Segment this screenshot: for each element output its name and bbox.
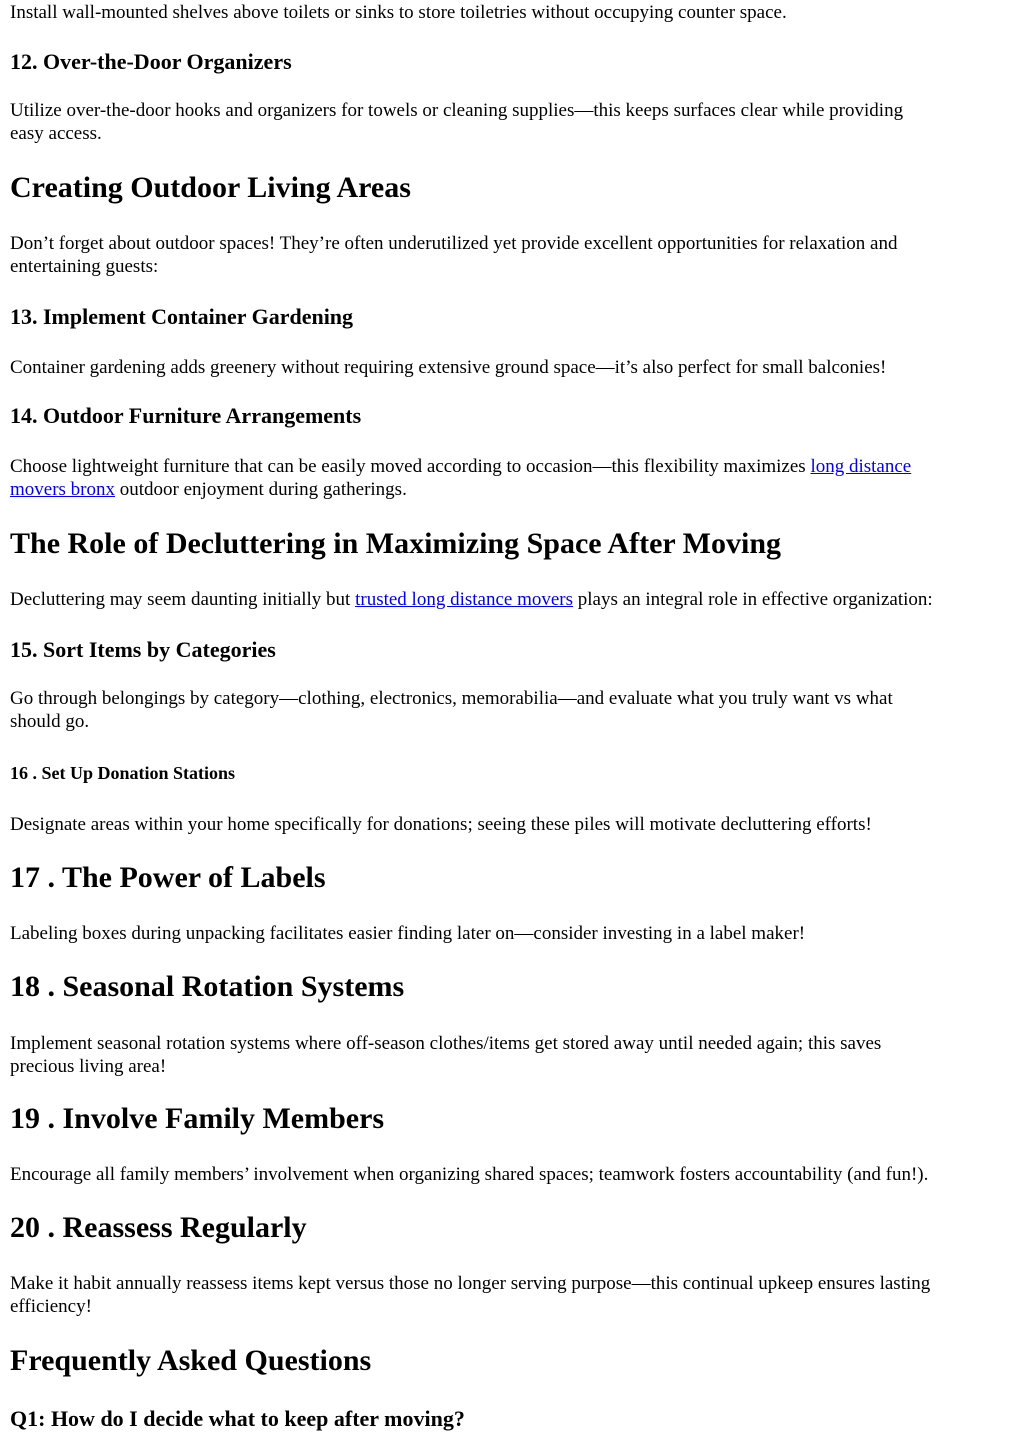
- heading-outdoor-furniture: 14. Outdoor Furniture Arrangements: [10, 403, 362, 428]
- link-text[interactable]: movers bronx: [10, 479, 116, 500]
- heading-faq-q1: Q1: How do I decide what to keep after moving?: [10, 1406, 465, 1431]
- paragraph-container-gardening: [10, 356, 886, 379]
- heading-donation-stations: 16 . Set Up Donation Stations: [10, 763, 236, 783]
- heading-involve-family: 19 . Involve Family Members: [10, 1102, 385, 1135]
- heading-seasonal-rotation: 18 . Seasonal Rotation Systems: [10, 970, 405, 1003]
- paragraph-line: precious living area!: [10, 1056, 167, 1077]
- paragraph-line: Implement seasonal rotation systems where off-season clothes/items get stored away until needed again; this saves: [10, 1033, 882, 1054]
- trusted-long-distance-movers-link[interactable]: trusted long distance movers: [355, 589, 574, 610]
- paragraph-line: entertaining guests:: [10, 256, 159, 277]
- paragraph-decluttering-intro: [10, 588, 933, 611]
- heading-container-gardening: 13. Implement Container Gardening: [10, 304, 354, 329]
- paragraph-involve-family: [10, 1163, 928, 1186]
- heading-role-of-decluttering: The Role of Decluttering in Maximizing Space After Moving: [10, 527, 782, 560]
- paragraph-text: Labeling boxes during unpacking facilitates easier finding later on—consider investing in a label maker!: [10, 923, 806, 944]
- paragraph-text: Designate areas within your home specifically for donations; seeing these piles will motivate decluttering efforts!: [10, 814, 872, 835]
- paragraph-text: Encourage all family members’ involvement when organizing shared spaces; teamwork fosters accountability (and fun!).: [10, 1164, 929, 1185]
- paragraph-reassess-regularly: [10, 1272, 930, 1318]
- heading-over-the-door-organizers: 12. Over-the-Door Organizers: [10, 49, 292, 74]
- paragraph-seasonal-rotation: [10, 1032, 881, 1078]
- paragraph-text: Container gardening adds greenery without requiring extensive ground space—it’s also perfect for small balconies!: [10, 357, 887, 378]
- paragraph-power-of-labels: [10, 922, 805, 945]
- paragraph-outdoor-intro: [10, 232, 897, 278]
- paragraph-line: Utilize over-the-door hooks and organizers for towels or cleaning supplies—this keeps surfaces clear while providing: [10, 100, 904, 121]
- heading-sort-items: 15. Sort Items by Categories: [10, 637, 276, 662]
- heading-creating-outdoor-living-areas: Creating Outdoor Living Areas: [10, 171, 411, 204]
- heading-reassess-regularly: 20 . Reassess Regularly: [10, 1211, 307, 1244]
- paragraph-line: Make it habit annually reassess items kept versus those no longer serving purpose—this continual upkeep ensures lasting: [10, 1273, 931, 1294]
- paragraph-line: efficiency!: [10, 1296, 92, 1317]
- paragraph-line: Go through belongings by category—clothing, electronics, memorabilia—and evaluate what you truly want vs what: [10, 688, 893, 709]
- paragraph-line: should go.: [10, 711, 90, 732]
- heading-power-of-labels: 17 . The Power of Labels: [10, 861, 326, 894]
- paragraph-text: plays an integral role in effective organization:: [573, 589, 933, 610]
- paragraph-line: easy access.: [10, 123, 102, 144]
- paragraph-wall-shelves: [10, 1, 787, 24]
- paragraph-line: Don’t forget about outdoor spaces! They’re often underutilized yet provide excellent opportunities for relaxation and: [10, 233, 898, 254]
- paragraph-text: Install wall-mounted shelves above toilets or sinks to store toiletries without occupying counter space.: [10, 2, 787, 23]
- link-text[interactable]: long distance: [810, 456, 912, 477]
- paragraph-text: outdoor enjoyment during gatherings.: [115, 479, 407, 500]
- paragraph-text: Choose lightweight furniture that can be easily moved according to occasion—this flexibility maximizes: [10, 456, 811, 477]
- paragraph-sort-items: [10, 687, 893, 733]
- paragraph-over-the-door: [10, 99, 903, 145]
- paragraph-text: Decluttering may seem daunting initially but: [10, 589, 356, 610]
- paragraph-outdoor-furniture: [10, 455, 911, 501]
- heading-faq: Frequently Asked Questions: [10, 1344, 372, 1377]
- paragraph-donation-stations: [10, 813, 872, 836]
